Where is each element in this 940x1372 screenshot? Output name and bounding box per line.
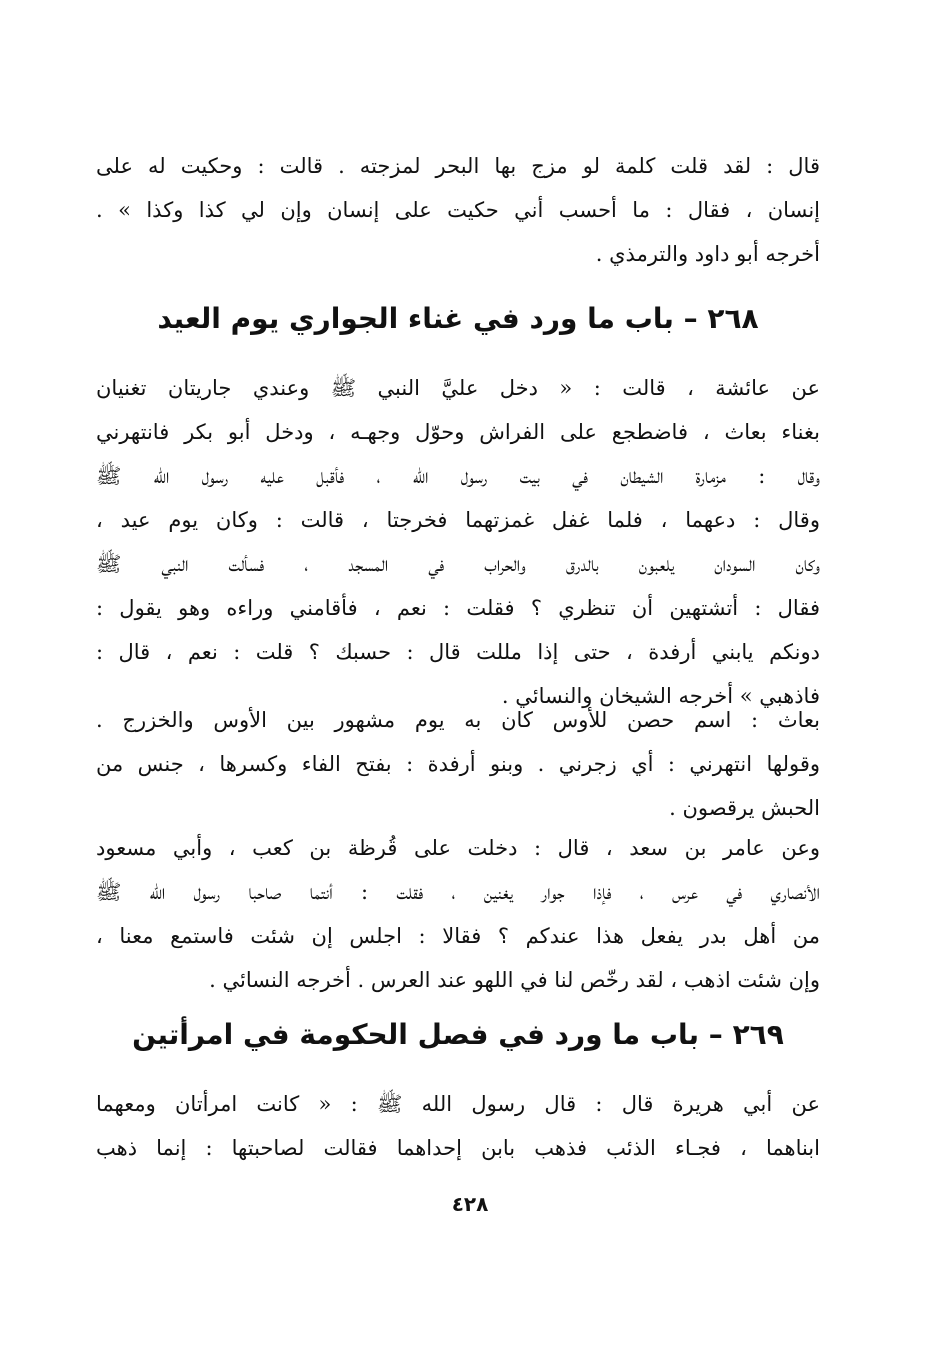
paragraph-intro [96,144,820,276]
text-line: وإن شئت اذهب ، لقد رخّص لنا في اللهو عند العرس . أخرجه النسائي . [209,968,820,992]
text-line: وكان السودان يلعبون بالدرق والحراب في المسجد ، فسألت النبي ﷺ [96,552,820,576]
text-line: الحبش يرقصون . [669,796,820,820]
paragraph-buath-explanation [96,698,820,830]
text-line: عن أبي هريرة قال : قال رسول الله ﷺ : « كانت امرأتان ومعهما [96,1092,820,1116]
text-line: بعاث : اسم حصن للأوس كان به يوم مشهور بين الأوس والخزرج . [96,708,820,732]
text-line: عن عائشة ، قالت : « دخل عليَّ النبي ﷺ وعندي جاريتان تغنيان [96,376,820,400]
text-line: من أهل بدر يفعل هذا عندكم ؟ فقالا : اجلس إن شئت فاستمع معنا ، [96,924,820,948]
page-number: ٤٢٨ [451,1192,489,1216]
paragraph-amir-hadith [96,826,820,1002]
text-line: إنسان ، فقال : ما أحسب أني حكيت على إنسان وإن لي كذا وكذا » . [96,198,820,222]
text-line: الأنصاري في عرس ، فإذا جوار يغنين ، فقلت : أنتما صاحبا رسول الله ﷺ [96,880,820,904]
paragraph-aisha-hadith [96,366,820,718]
text-line: بغناء بعاث ، فاضطجع على الفراش وحوّل وجهـه ، ودخل أبو بكر فانتهرني [96,420,820,444]
chapter-heading-269: ٢٦٩ – باب ما ورد في فصل الحكومة في امرأتين [132,1018,784,1051]
text-line: وقال : مزمارة الشيطان في بيت رسول الله ، فأقبل عليه رسول الله ﷺ [96,464,820,488]
text-line: ابناهما ، فجـاء الذئب فذهب بابن إحداهما فقالت لصاحبتها : إنما ذهب [96,1136,820,1160]
text-line: دونكم يابني أرفدة ، حتى إذا مللت قال : حسبك ؟ قلت : نعم ، قال : [96,640,820,664]
text-line: وقال : دعهما ، فلما غفل غمزتهما فخرجتا ، قالت : وكان يوم عيد ، [96,508,820,532]
text-line: وقولها انتهرني : أي زجرني . وبنو أرفدة : بفتح الفاء وكسرها ، جنس من [96,752,820,776]
paragraph-hurayra-hadith [96,1082,820,1170]
text-line: فقال : أتشتهين أن تنظري ؟ فقلت : نعم ، فأقامني وراءه وهو يقول : [96,596,820,620]
text-line: قال : لقد قلت كلمة لو مزج بها البحر لمزجته . قالت : وحكيت له على [96,154,820,178]
chapter-heading-268: ٢٦٨ – باب ما ورد في غناء الجواري يوم العيد [157,302,759,335]
text-line: أخرجه أبو داود والترمذي . [595,242,820,266]
text-line: فاذهبي » أخرجه الشيخان والنسائي . [501,684,820,708]
text-line: وعن عامر بن سعد ، قال : دخلت على قُرظة بن كعب ، وأبي مسعود [96,836,820,860]
